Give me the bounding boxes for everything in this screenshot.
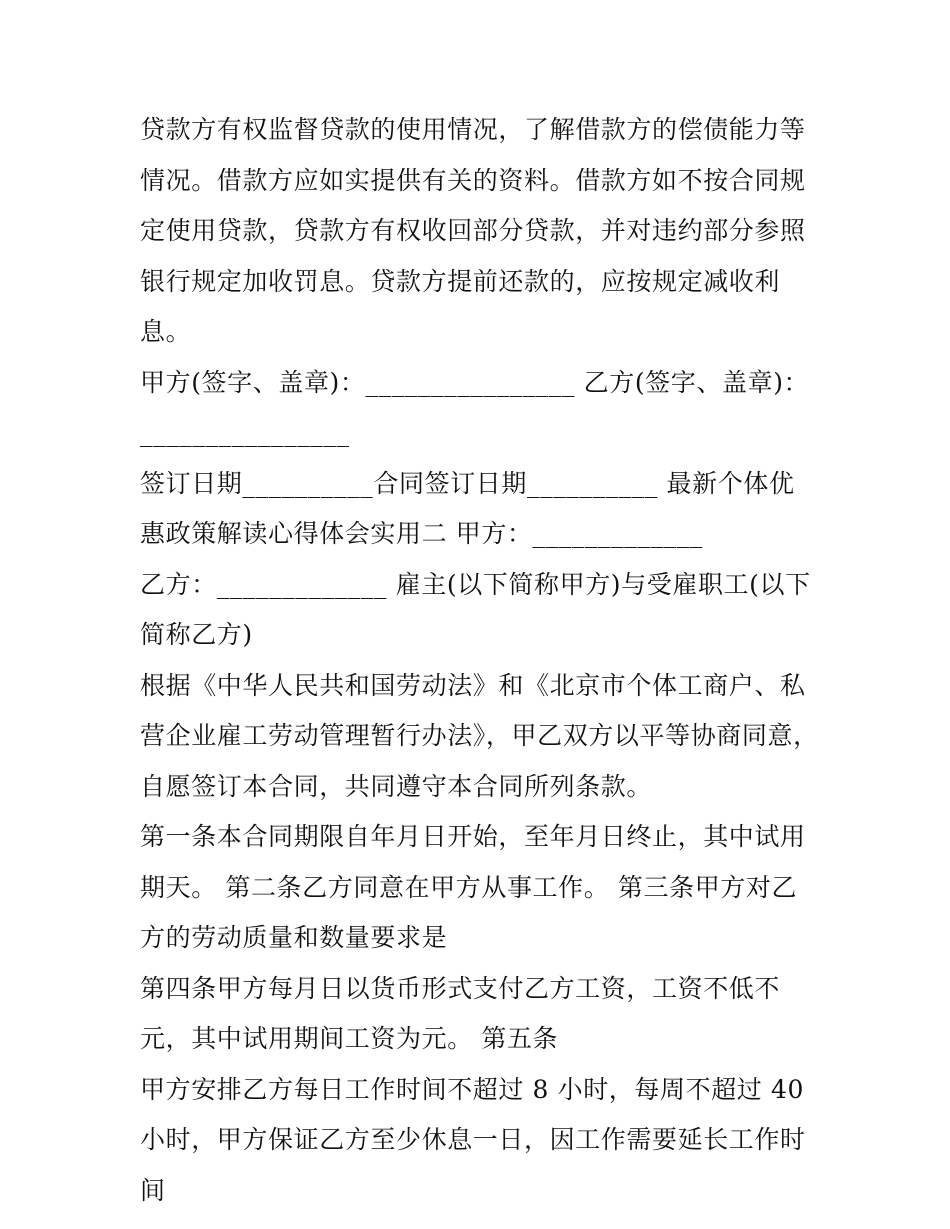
paragraph-articles-1-3: 第一条本合同期限自年月日开始，至年月日终止，其中试用期天。 第二条乙方同意在甲方从事工作。 第三条甲方对乙方的劳动质量和数量要求是 xyxy=(140,822,806,952)
paragraph-legal-basis: 根据《中华人民共和国劳动法》和《北京市个体工商户、私营企业雇工劳动管理暂行办法》，甲乙双方以平等协商同意，自愿签订本合同，共同遵守本合同所列条款。 xyxy=(140,670,819,801)
paragraph-signing-date: 签订日期__________合同签订日期__________ 最新个体优惠政策解读心得体会实用二 甲方：_____________ xyxy=(140,468,795,548)
document-body xyxy=(140,105,820,1216)
paragraph-lender-rights: 贷款方有权监督贷款的使用情况，了解借款方的偿债能力等情况。借款方应如实提供有关的资料。借款方如不按合同规定使用贷款，贷款方有权收回部分贷款，并对违约部分参照银行规定加收罚息。贷款方提前还款的，应按规定减收利息。 xyxy=(140,115,806,346)
paragraph-signatures: 甲方(签字、盖章)：________________ 乙方(签字、盖章)：________________ xyxy=(140,367,810,447)
paragraph-article-4: 第四条甲方每月日以货币形式支付乙方工资，工资不低不元，其中试用期间工资为元。 第五条 xyxy=(140,973,781,1053)
paragraph-party-b: 乙方：_____________ 雇主(以下简称甲方)与受雇职工(以下简称乙方) xyxy=(140,569,811,649)
paragraph-working-hours: 甲方安排乙方每日工作时间不超过 8 小时，每周不超过 40 小时，甲方保证乙方至少休息一日，因工作需要延长工作时间 xyxy=(140,1074,813,1205)
